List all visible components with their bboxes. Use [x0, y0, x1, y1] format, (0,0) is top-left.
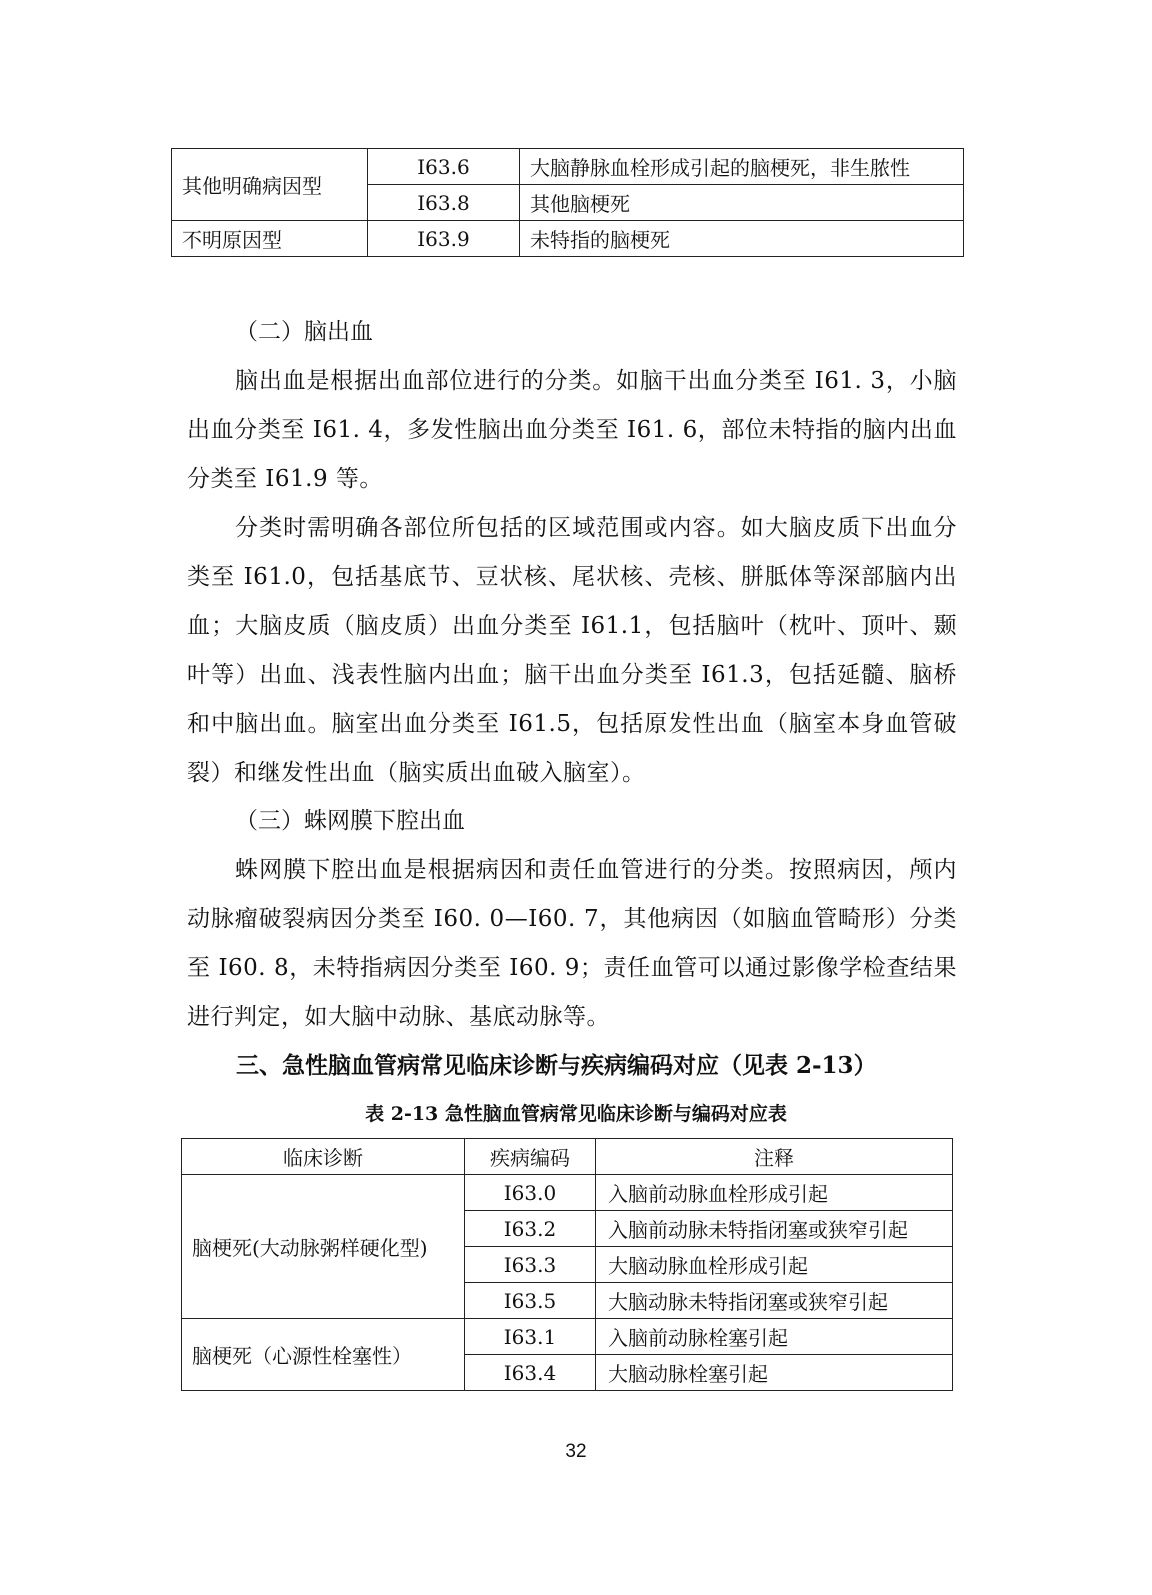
diagnosis-cell: 脑梗死(大动脉粥样硬化型)	[182, 1175, 465, 1319]
note-cell: 入脑前动脉未特指闭塞或狭窄引起	[596, 1211, 953, 1247]
note-cell: 其他脑梗死	[520, 185, 964, 221]
page-number: 32	[565, 1441, 587, 1462]
note-cell: 大脑动脉未特指闭塞或狭窄引起	[596, 1283, 953, 1319]
type-cell: 不明原因型	[172, 221, 368, 257]
code-cell: I63.8	[368, 185, 520, 221]
note-cell: 大脑动脉栓塞引起	[596, 1355, 953, 1391]
column-header: 疾病编码	[465, 1139, 596, 1175]
code-cell: I63.4	[465, 1355, 596, 1391]
table-row	[182, 1319, 953, 1355]
section-heading-subarachnoid-hemorrhage: （三）蛛网膜下腔出血	[235, 808, 465, 834]
paragraph: 脑出血是根据出血部位进行的分类。如脑干出血分类至 I61. 3，小脑出血分类至 I61. 4，多发性脑出血分类至 I61. 6，部位未特指的脑内出血分类至 I61.9 等。	[187, 368, 957, 492]
infarction-type-table-continued	[171, 148, 964, 257]
note-cell: 入脑前动脉栓塞引起	[596, 1319, 953, 1355]
code-cell: I63.3	[465, 1247, 596, 1283]
column-header: 临床诊断	[182, 1139, 465, 1175]
table-row	[182, 1175, 953, 1211]
paragraph: 分类时需明确各部位所包括的区域范围或内容。如大脑皮质下出血分类至 I61.0，包括基底节、豆状核、尾状核、壳核、胼胝体等深部脑内出血；大脑皮质（脑皮质）出血分类至 I61.1，包括脑叶（枕叶、顶叶、颞叶等）出血、浅表性脑内出血；脑干出血分类至 I61.3，包括延髓、脑桥和中脑出血。脑室出血分类至 I61.5，包括原发性出血（脑室本身血管破裂）和继发性出血（脑实质出血破入脑室）。	[187, 515, 957, 786]
code-cell: I63.5	[465, 1283, 596, 1319]
code-cell: I63.0	[465, 1175, 596, 1211]
table-row	[172, 149, 964, 185]
diagnosis-code-table	[181, 1138, 953, 1391]
table-header-row	[182, 1139, 953, 1175]
code-cell: I63.6	[368, 149, 520, 185]
note-cell: 未特指的脑梗死	[520, 221, 964, 257]
paragraph: 蛛网膜下腔出血是根据病因和责任血管进行的分类。按照病因，颅内动脉瘤破裂病因分类至 I60. 0—I60. 7，其他病因（如脑血管畸形）分类至 I60. 8，未特指病因分类至 I60. 9；责任血管可以通过影像学检查结果进行判定，如大脑中动脉、基底动脉等。	[187, 857, 957, 1030]
column-header: 注释	[596, 1139, 953, 1175]
note-cell: 大脑动脉血栓形成引起	[596, 1247, 953, 1283]
note-cell: 大脑静脉血栓形成引起的脑梗死，非生脓性	[520, 149, 964, 185]
note-cell: 入脑前动脉血栓形成引起	[596, 1175, 953, 1211]
table-row	[172, 221, 964, 257]
part-heading: 三、急性脑血管病常见临床诊断与疾病编码对应（见表 2-13）	[236, 1052, 877, 1079]
code-cell: I63.9	[368, 221, 520, 257]
code-cell: I63.2	[465, 1211, 596, 1247]
type-cell: 其他明确病因型	[172, 149, 368, 221]
table-caption: 表 2-13 急性脑血管病常见临床诊断与编码对应表	[365, 1103, 787, 1125]
code-cell: I63.1	[465, 1319, 596, 1355]
section-heading-cerebral-hemorrhage: （二）脑出血	[235, 319, 373, 345]
diagnosis-cell: 脑梗死（心源性栓塞性）	[182, 1319, 465, 1391]
